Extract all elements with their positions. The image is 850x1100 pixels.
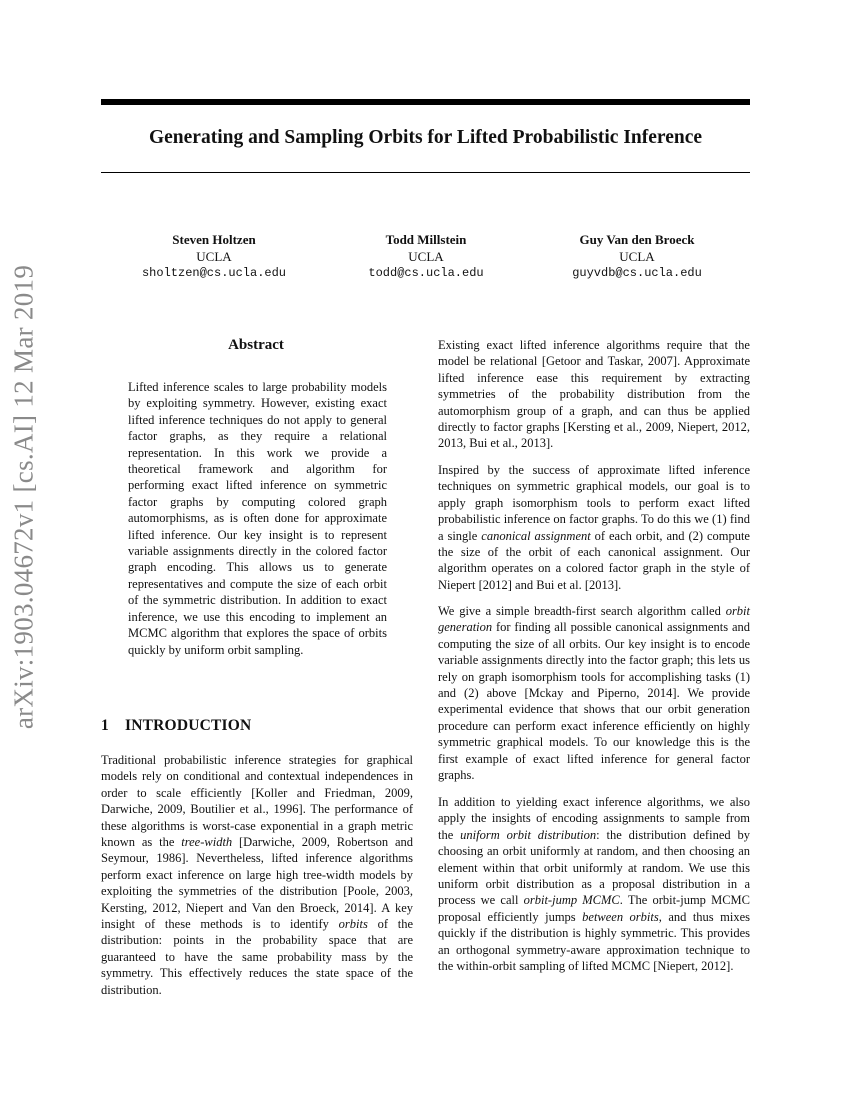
title-bottom-rule: [101, 172, 750, 173]
section-heading: [101, 717, 251, 735]
author-affiliation: UCLA: [196, 249, 232, 264]
intro-paragraph-2: Existing exact lifted inference algorithms require that the model be relational [Getoor and Taskar, 2007]. Approximate lifted inference ease this requirement by extracting symmetries of the probability distribution from the automorphism group of a graph, and can thus be applied directly to factor graphs [Kersting et al., 2009, Niepert, 2012, 2013, Bui et al., 2013].: [438, 338, 750, 451]
arxiv-identifier: arXiv:1903.04672v1 [cs.AI] 12 Mar 2019: [8, 264, 39, 730]
author-block-1: [94, 231, 334, 282]
author-name: Todd Millstein: [385, 232, 467, 247]
author-name: Steven Holtzen: [172, 232, 256, 247]
top-thick-rule: [101, 99, 750, 105]
intro-paragraph-4: We give a simple breadth-first search algorithm called orbit generation for finding all possible canonical assignments and computing the size of all orbits. Our key insight is to encode variable assignments directly into the factor graph; this lets us rely on graph isomorphism tools for accomplishing tasks (1) and (2) above [Mckay and Piperno, 2014]. We provide experimental evidence that shows that our orbit generation procedure can perform exact inference efficiently on highly symmetric graphical models. To our knowledge this is the first example of exact lifted inference for general factor graphs.: [438, 604, 750, 783]
author-email: sholtzen@cs.ucla.edu: [141, 266, 287, 280]
abstract-text: Lifted inference scales to large probability models by exploiting symmetry. However, existing exact lifted inference techniques do not apply to general factor graphs, as they require a relational representation. In this work we provide a theoretical framework and algorithm for performing exact lifted inference on symmetric factor graphs by computing colored graph automorphisms, as is often done for approximate lifted inference. Our key insight is to represent variable assignments directly in the colored factor graph encoding. This allows us to generate representatives and compute the size of each orbit of the symmetric distribution. In addition to exact inference, we use this encoding to implement an MCMC algorithm that explores the space of orbits quickly by uniform orbit sampling.: [128, 380, 387, 657]
author-email: todd@cs.ucla.edu: [368, 266, 484, 280]
author-email: guyvdb@cs.ucla.edu: [572, 266, 702, 280]
author-block-2: [306, 231, 546, 282]
abstract-heading: Abstract: [228, 337, 284, 353]
arxiv-sidebar: [0, 264, 48, 730]
author-affiliation: UCLA: [408, 249, 444, 264]
section-number: 1: [101, 717, 109, 734]
author-affiliation: UCLA: [619, 249, 655, 264]
paper-title: Generating and Sampling Orbits for Lifted Probabilistic Inference: [148, 127, 703, 148]
intro-paragraph-3: Inspired by the success of approximate lifted inference techniques on symmetric graphical models, our goal is to apply graph isomorphism tools to perform exact lifted probabilistic inference on factor graphs. To do this we (1) find a single canonical assignment of each orbit, and (2) compute the size of the orbit of each canonical assignment. Our algorithm operates on a colored factor graph in the style of Niepert [2012] and Bui et al. [2013].: [438, 463, 750, 592]
author-block-3: [517, 231, 757, 282]
intro-paragraph-5: In addition to yielding exact inference algorithms, we also apply the insights of encoding assignments to sample from the uniform orbit distribution: the distribution defined by choosing an orbit uniformly at random, and then choosing an element within that orbit uniformly at random. We use this uniform orbit distribution as a proposal distribution in a process we call orbit-jump MCMC. The orbit-jump MCMC proposal efficiently jumps between orbits, and thus mixes quickly if the distribution is highly symmetric. This provides an orthogonal symmetry-aware approximation technique to the within-orbit sampling of lifted MCMC [Niepert, 2012].: [438, 795, 750, 974]
author-name: Guy Van den Broeck: [579, 232, 695, 247]
intro-paragraph-1: Traditional probabilistic inference strategies for graphical models rely on conditional and contextual independences in order to scale efficiently [Koller and Friedman, 2009, Darwiche, 2009, Boutilier et al., 1996]. The performance of these algorithms is worst-case exponential in a graph metric known as the tree-width [Darwiche, 2009, Robertson and Seymour, 1986]. Nevertheless, lifted inference algorithms perform exact inference on large high tree-width models by exploiting the symmetries of the distribution [Poole, 2003, Kersting, 2012, Niepert and Van den Broeck, 2014]. A key insight of these methods is to identify orbits of the distribution: points in the probability space that are guaranteed to have the same probability mass by the symmetry. This effectively reduces the state space of the distribution.: [101, 753, 413, 997]
section-title: INTRODUCTION: [125, 717, 252, 734]
